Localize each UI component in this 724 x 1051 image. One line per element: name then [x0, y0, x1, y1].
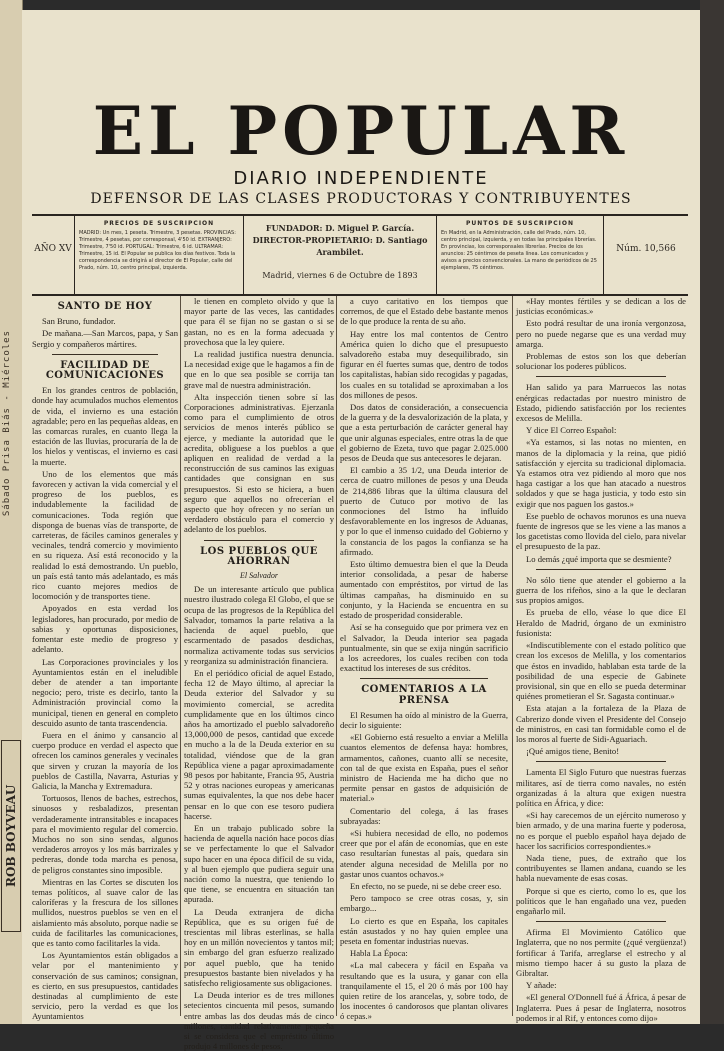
column-divider — [336, 296, 337, 1016]
paragraph: Problemas de estos son los que deberían solucionar los poderes públicos. — [516, 351, 686, 372]
paragraph: Dos datos de consideración, a consecuencia de la guerra y de la desvalorización de la plata, y que a esta perturbación de carácter general hay que unir algunas especiales, entre otras la de que el gobierno de Ezeta, tuvo que pagar 2.025.000 pesos de Deuda que sus antecesores le dejaran. — [340, 402, 508, 464]
scan-background-edge — [700, 0, 724, 1024]
divider — [52, 354, 158, 355]
paragraph: «Indiscutiblemente con el estado político que crean los excesos de Melilla, y los comentarios que éstos en invadido, hablaban esta tarde de la posibilidad de una especie de Gabinete provisional, sin que en ello se pueda determinar quiénes prometieran el Sr. Sagasta continuar.» — [516, 640, 686, 702]
year-label: AÑO XV — [34, 244, 72, 254]
paragraph: No sólo tiene que atender el gobierno a la guerra de los rifeños, sino a la que le declaran sus propios amigos. — [516, 574, 686, 606]
column-4 — [516, 296, 686, 1023]
paragraph: Porque si que es cierto, como lo es, que los políticos que le han engañado una vez, pueden engañarlo mil. — [516, 885, 686, 916]
column-divider — [512, 296, 513, 1016]
paragraph: La Deuda interior es de tres millones setecientos cincuenta mil pesos, sumando entre ambas las dos deudas más de cinco millones, cantidad relativamente pequeña si se considera que el empréstito último produjo 4 millones de pesos. — [184, 990, 334, 1051]
paragraph: Lo demás ¿qué importa que se desmiente? — [526, 553, 672, 564]
paragraph: La realidad justifica nuestra denuncia. La necesidad exige que le hagamos a fin de que en lo que sea posible se corrija tan grave mal de nuestra administración. — [184, 349, 334, 390]
divider — [536, 376, 666, 377]
paragraph: Fuera en el ánimo y cansancio al cuerpo produce en verdad el aspecto que ofrecen los caminos generales y vecinales que sirven y cruzan la mayoría de los pueblos de Castilla, Navarra, Asturias y Galicia, la Mancha y Extremadura. — [32, 729, 178, 791]
paragraph: El cambio a 35 1/2, una Deuda interior de cerca de cuatro millones de pesos y una Deuda de 214,886 libras que la última clausura del puerto de Cutuco por motivo de las conmociones del Istmo ha influído desfavorablemente en los ingresos de Aduanas, y por lo que el inmenso cuidado del Gobierno y la constancia de los pagos la confianza se ha afirmado. — [340, 465, 508, 557]
adjacent-page-strip — [0, 0, 23, 1024]
column-2 — [184, 296, 334, 1051]
paragraph: a cuyo caritativo en los tiempos que corremos, de que el Estado debe bastante menos de lo que produce la renta de su año. — [340, 296, 508, 327]
paragraph: Comentario del colega, á las frases subrayadas: — [340, 805, 508, 826]
paragraph: En los grandes centros de población, donde hay acumulados muchos elementos de vida, el invierno es una estación agradable; pero en las pequeñas aldeas, en las comarcas rurales, en cuanto llega la estación de las lluvias, procuraría de la de los hielos y ventiscas, el invierno es casi la muerte. — [32, 385, 178, 467]
paragraph: Las Corporaciones provinciales y los Ayuntamientos están en el ineludible deber de atender a tan importante negocio; pero, triste es decirlo, tanto la Administración provincial como la municipal, tienen en general en completo descuido asunto de tanta trascendencia. — [32, 656, 178, 728]
paragraph: De mañana.—San Marcos, papa, y San Sergio y compañeros mártires. — [32, 328, 178, 349]
paragraph: Mientras en las Cortes se discuten los temas políticos, al suave calor de las caloríferas y la frescura de los sillones mullidos, nuestros pueblos se ven en el aislamiento más absoluto, porque nadie se cuida de facilitarles las comunicaciones, que es tanto como facilitarles la vida. — [32, 876, 178, 948]
paragraph: La Deuda extranjera de dicha República, que es su origen fué de trescientas mil libras esterlinas, se halla hoy en un millón novecientos y tantos mil; sin embargo del gran esfuerzo realizado por aquel pueblo, que ha tenido presupuestos bastante bien nivelados y ha satisfecho religiosamente sus obligaciones. — [184, 906, 334, 988]
paragraph: Tortuosos, llenos de baches, estrechos, sinuosos y resbaladizos, presentan verdaderamente intransitables e incapaces para el movimiento regular del comercio. Muchos no son sino sendas, algunos verdaderos arroyos y los más barrizales y pedreras, donde toda marcha es penosa, de peligros constantes sino imposible. — [32, 793, 178, 875]
article-heading: LOS PUEBLOS QUE AHORRAN — [200, 545, 318, 567]
paragraph: Y añade: — [526, 980, 557, 991]
paragraph: Hay entre los mal contentos de Centro América quien lo dicho que el presupuesto salvadoreño estaba muy desequilibrado, sin figurar en él fuertes sumas que, dentro de todos los capitalistas, habían sido recogidas y pagadas, los cuales en su totalidad se aproximaban a los dos millones de pesos. — [340, 328, 508, 400]
founder-line: FUNDADOR: D. Miguel P. García. — [265, 223, 415, 233]
column-divider — [180, 296, 181, 1016]
article-heading: COMENTARIOS A LA PRENSA — [361, 684, 487, 706]
column-1 — [32, 296, 178, 1022]
paragraph: «Si hubiera necesidad de ello, no podemos creer que por el afán de economías, que en este caso resultarían funestas al país, quedara sin atender alguna necesidad de Melilla por no gastar unos cuantos ochavos.» — [340, 827, 508, 879]
paragraph: San Bruno, fundador. — [42, 316, 116, 327]
paragraph: Los Ayuntamientos están obligados a velar por el mantenimiento y conservación de sus caminos; consignan, es cierto, en sus presupuestos, cantidades destinadas al cumplimiento de este servicio, pero la verdad es que los Ayuntamientos — [32, 950, 178, 1022]
director-line: DIRECTOR-PROPIETARIO: D. Santiago Arambilet. — [252, 235, 428, 257]
strip-advertisement: ROB BOYVEAU — [1, 740, 21, 932]
paragraph: Nada tiene, pues, de extraño que los contribuyentes se llamen andana, cuando se les habla nuevamente de esas cosas. — [516, 852, 686, 884]
article-heading: FACILIDAD DE COMUNICACIONES — [45, 359, 165, 382]
paragraph: Lo cierto es que en España, los capitales están asustados y no hay quien emplee una peseta en fomentar industrias nuevas. — [340, 915, 508, 946]
paragraph: ¡Qué amigos tiene, Benito! — [526, 746, 620, 757]
paragraph: Esto podrá resultar de una ironía vergonzosa, pero no puede negarse que es una verdad muy amarga. — [516, 318, 686, 349]
issue-number: Núm. 10,566 — [616, 244, 676, 254]
paragraph: Afirma El Movimiento Católico que Inglaterra, que no nos permite (¿qué vergüenza!) fortificar á Tarifa, arreglarse el estrecho y al mismo tiempo hacer á su gusto la plaza de Gibraltar. — [516, 927, 686, 978]
points-text: En Madrid, en la Administración, calle del Prado, núm. 10, centro principal, izquierda, y en todas las principales librerías. En provincias, los corresponsales librerías. Precios de los anuncios: 25 céntimos de peseta línea. Los comunicados y avisos a precios convencionales. La mano de periódicos de 25 ejemplares, 75 céntimos. — [441, 230, 597, 271]
paragraph: Así se ha conseguido que por primera vez en el Salvador, la Deuda interior sea pagada puntualmente, sin que se exija ningún sacrificio a los acreedores, los cuales reciben con toda exactitud los intereses de sus créditos. — [340, 622, 508, 674]
issue-date: Madrid, viernes 6 de Octubre de 1893 — [262, 271, 418, 280]
paragraph: Y dice El Correo Español: — [526, 425, 617, 436]
paragraph: Han salido ya para Marruecos las notas enérgicas redactadas por nuestro ministro de Estado, pidiendo satisfacción por los recientes excesos de Melilla. — [516, 382, 686, 424]
article-subheading: El Salvador — [240, 571, 278, 581]
paragraph: Lamenta El Siglo Futuro que nuestras fuerzas militares, así de tierra como navales, no estén organizadas á la altura que exigen nuestra política en África, y dice: — [516, 767, 686, 808]
paragraph: Ese pueblo de ochavos morunos es una nueva fuente de ingresos que se les viene a las manos a los gacetistas como llovida del cielo, para nivelar el presupuesto de la paz. — [516, 510, 686, 552]
paragraph: Uno de los elementos que más favorecen y activan la vida comercial y el progreso de los pueblos, es indudablemente la facilidad de comunicaciones. Toda región que disponga de buenas vías de transporte, de carreteras, de fáciles caminos generales y vecinales, tendrá comercio y movimiento en su riqueza. Así está reconocido y la realidad lo está demostrando. Un pueblo, un país está tanto más adelantado, es más rico cuanto mejores medios de locomoción y de transportes tiene. — [32, 468, 178, 602]
divider — [536, 569, 666, 570]
paragraph: Apoyados en esta verdad los legisladores, han procurado, por medio de sabias y oportunas disposiciones, fomentar este medio de progreso y adelanto. — [32, 603, 178, 655]
paragraph: «El general O'Donnell fué á África, á pesar de Inglaterra. Pues á pesar de Inglaterra, nosotros podemos ir al Rif, y entonces como dijo» — [516, 992, 686, 1023]
paragraph: En un trabajo publicado sobre la hacienda de aquella nación hace pocos días se ve perfectamente lo que el Salvador supo hacer en una época difícil de su vida, y al buen ejemplo que pudiera seguir una nación como la nuestra, que teniendo lo que tiene, se encuentra en situación tan apurada. — [184, 822, 334, 905]
paragraph: «Si hay carecemos de un ejército numeroso y bien armado, y de una marina fuerte y poderosa, no es porque el pueblo español haya dejado de hacer los sacrificios correspondientes.» — [516, 810, 686, 851]
paragraph: Alta inspección tienen sobre sí las Corporaciones administrativas. Ejerzanla como para el cumplimiento de otros servicios de menos interés público se ejerce, y mediante la autoridad que le acredita, obliguese a los pueblos a que apliquen en realidad de verdad a la reconstrucción de sus caminos las exiguas cantidades que consignan en sus presupuestos. Si esto se hiciera, a buen seguro que aquellos no ofrecerían el aspecto que hoy ofrecen y no serían un verdadero obstáculo para el comercio y adelanto de los pueblos. — [184, 391, 334, 535]
paragraph: Pero tampoco se cree otras cosas, y, sin embargo... — [340, 893, 508, 914]
paragraph: En efecto, no se puede, ni se debe creer eso. — [350, 880, 502, 891]
info-band — [32, 214, 688, 296]
column-3 — [340, 296, 508, 1022]
paragraph: le tienen en completo olvido y que la mayor parte de las veces, las cantidades que para él se fijan no se gastan o si se gastan, no es en la forma adecuada y provechosa que la ley quiere. — [184, 296, 334, 347]
newspaper-sheet — [22, 10, 700, 1051]
paragraph: Habla La Época: — [350, 948, 408, 959]
paragraph: «Ya estamos, si las notas no mienten, en manos de la diplomacia y la reina, que pidió satisfacción y ejercita su tradicional diplomacia. Ya estamos otra vez pidiendo al moro que nos haga castigar a los que han atacado a nuestros soldados y que se haga justicia, y todo esto sin exigir que nos paguen los gastos.» — [516, 437, 686, 509]
newspaper-motto: DEFENSOR DE LAS CLASES PRODUCTORAS Y CONTRIBUYENTES — [90, 191, 632, 207]
masthead — [22, 92, 700, 207]
paragraph: El Resumen ha oído al ministro de la Guerra, decir lo siguiente: — [340, 709, 508, 730]
saint-heading: SANTO DE HOY — [57, 301, 153, 312]
paragraph: De un interesante artículo que publica nuestro ilustrado colega El Globo, el que se ocupa de las progresos de la República del Salvador, tomamos la parte relativa a la hacienda de aquel pueblo, que escarmentado de pasados desdichas, normaliza activamente todas sus servicios y reorganiza su administración financiera. — [184, 584, 334, 666]
divider — [360, 678, 488, 679]
newspaper-subtitle: DIARIO INDEPENDIENTE — [233, 168, 489, 189]
divider — [204, 540, 314, 541]
paragraph: En el periódico oficial de aquel Estado, fecha 12 de Mayo último, al apreciar la Deuda exterior del Salvador y su movimiento comercial, se acredita cumplidamente que en los últimos cinco años ha amortizado el pueblo salvadoreño 13,000,000 de pesos, cantidad que excede en mucho a la de la Deuda exterior en su totalidad, viéndose que de la gran República viene a pagar aproximadamente 98 pesos por habitante, Francia 95, Austria 52 y otras naciones europeas y americanas sumas equivalentes, la que nos debe hacer pensar en lo que con ese tesoro pudiera hacerse. — [184, 667, 334, 821]
points-title: PUNTOS DE SUSCRIPCION — [466, 220, 574, 227]
founder-block — [244, 216, 436, 294]
subscription-prices — [74, 216, 244, 294]
newspaper-title: EL POPULAR — [92, 92, 630, 170]
paragraph: «Hay montes fértiles y se dedican a los de justicias económicas.» — [516, 296, 686, 317]
prices-title: PRECIOS DE SUSCRIPCION — [103, 220, 215, 227]
divider — [536, 921, 666, 922]
subscription-points — [436, 216, 604, 294]
divider — [536, 761, 666, 762]
paragraph: «La mal cabecera y fácil en España va resultando que es la usura, y ganar con ella tranquilamente el 15, el 20 ó más por 100 hay quien retire de los arancelas, y, sobre todo, de los inocentes ó candorosos que plantan olivares ó cepas.» — [340, 960, 508, 1022]
paragraph: Esta atajan a la fortaleza de la Plaza de Cabrerizo donde viven el Presidente del Consejo de ministros, en casi tan formidable como el de los moros al fuerte de Sidi-Aguariach. — [516, 703, 686, 744]
paragraph: Esto último demuestra bien el que la Deuda interior consolidada, a pesar de haberse aumentado con empréstitos, por virtud de las últimas campañas, ha disminuido en su conjunto, y la Hacienda se encuentra en su estado de prosperidad considerable. — [340, 559, 508, 621]
prices-text: MADRID: Un mes, 1 peseta. Trimestre, 3 pesetas. PROVINCIAS: Trimestre, 4 pesetas, por corresponsal, 4'50 id. EXTRANJERO: Trimestre, 7'50 id. PORTUGAL: Trimestre, 6 id. ULTRAMAR: Trimestre, 15 id. El Popular se publica los días festivos. Toda la correspondencia se dirigirá al director de El Popular, calle del Prado, núm. 10, centro principal, izquierda. — [79, 230, 236, 271]
paragraph: «El Gobierno está resuelto a enviar a Melilla cuantos elementos de defensa haya: hombres, armamentos, cañones, cuanto allí se necesite, con tal de que exista en España, pues el señor ministro de Hacienda me ha dicho que no permite pensar en gastos de adquisición de material.» — [340, 732, 508, 804]
paragraph: Es prueba de ello, véase lo que dice El Heraldo de Madrid, órgano de un exministro fusionista: — [516, 607, 686, 638]
strip-text: Sábado Prisa Biás - Miércoles — [2, 330, 12, 517]
